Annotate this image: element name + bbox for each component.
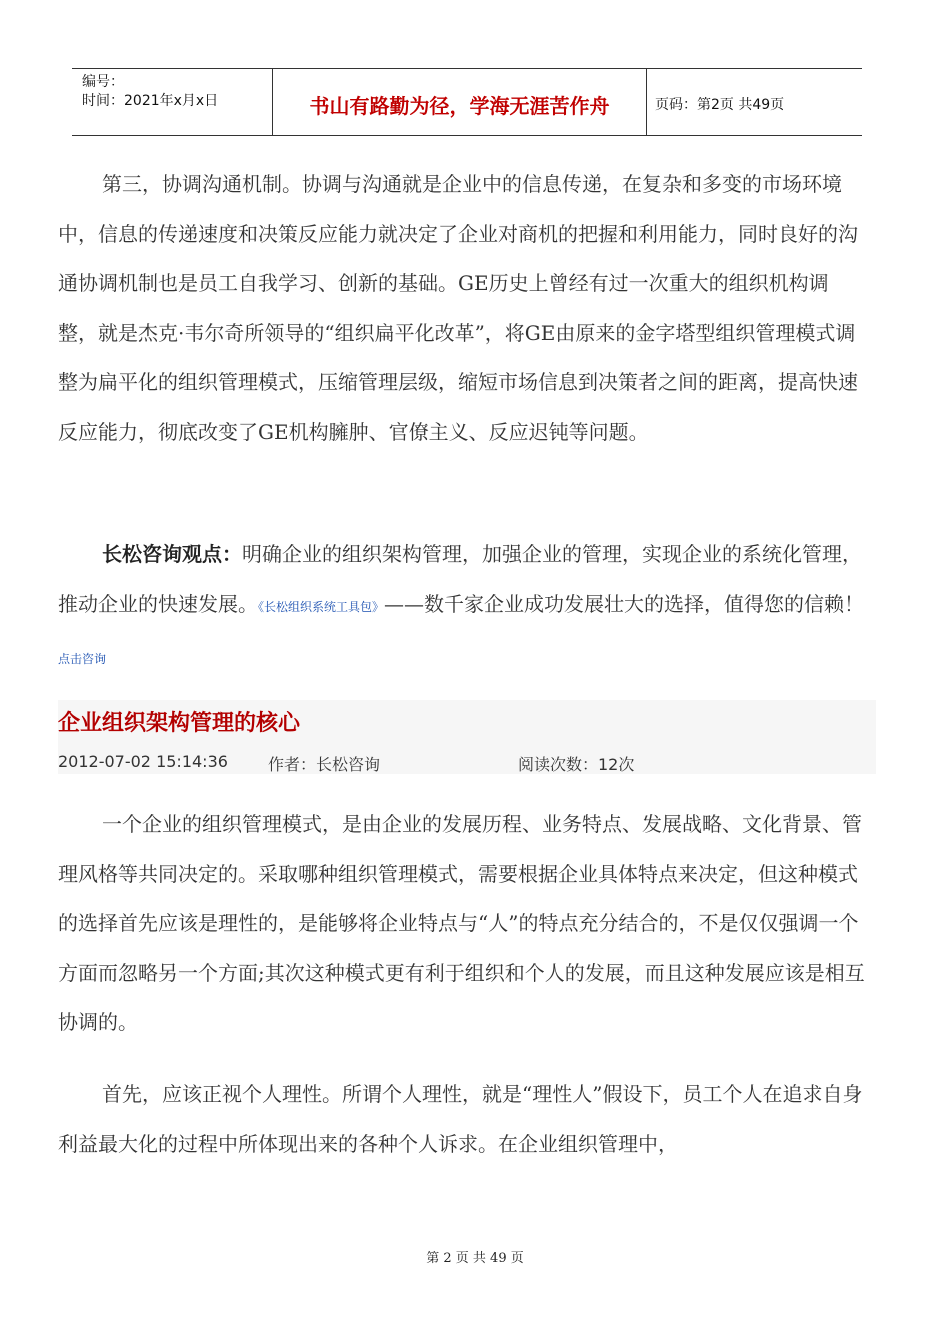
consult-link[interactable]: 点击咨询 — [58, 652, 107, 666]
time-label: 时间：2021年x月x日 — [82, 93, 219, 109]
toolkit-link[interactable]: 《长松组织系统工具包》 — [258, 599, 385, 614]
article-meta — [58, 752, 634, 775]
paragraph-management-model: 一个企业的组织管理模式，是由企业的发展历程、业务特点、发展战略、文化背景、管理风格等共同决定的。采取哪种组织管理模式，需要根据企业具体特点来决定，但这种模式的选择首先应该是理性的，是能够将企业特点与“人”的特点充分结合的，不是仅仅强调一个方面而忽略另一个方面;其次这种模式更有利于组织和个人的发展，而且这种发展应该是相互协调的。 — [58, 812, 865, 1034]
viewpoint-label: 长松咨询观点： — [102, 542, 242, 566]
header-motto: 书山有路勤为径，学海无涯苦作舟 — [272, 69, 647, 135]
paragraph-individual-rationality: 首先，应该正视个人理性。所谓个人理性，就是“理性人”假设下，员工个人在追求自身利益最大化的过程中所体现出来的各种个人诉求。在企业组织管理中， — [58, 1082, 863, 1156]
viewpoint-text-2: ——数千家企业成功发展壮大的选择，值得您的信赖！ — [384, 591, 865, 616]
article-title: 企业组织架构管理的核心 — [58, 711, 301, 736]
page-header — [72, 68, 862, 136]
paragraph-coordination: 第三，协调沟通机制。协调与沟通就是企业中的信息传递，在复杂和多变的市场环境中，信息的传递速度和决策反应能力就决定了企业对商机的把握和利用能力，同时良好的沟通协调机制也是员工自我学习、创新的基础。GE历史上曾经有过一次重大的组织机构调整，就是杰克·韦尔奇所领导的“组织扁平化改革”，将GE由原来的金字塔型组织管理模式调整为扁平化的组织管理模式，压缩管理层级，缩短市场信息到决策者之间的距离，提高快速反应能力，彻底改变了GE机构臃肿、官僚主义、反应迟钝等问题。 — [58, 172, 858, 444]
paragraph-viewpoint — [58, 530, 866, 685]
article-date: 2012-07-02 15:14:36 — [58, 752, 228, 771]
viewpoint-text: 明确企业的组织架构管理，加强企业的管理，实现企业的系统化管理，推动企业的快速发展。 — [58, 542, 862, 616]
number-label: 编号： — [82, 74, 124, 90]
article-author: 作者：长松咨询 — [268, 755, 381, 774]
header-info — [72, 69, 272, 135]
page-footer: 第 2 页 共 49 页 — [426, 1251, 524, 1266]
article-reads: 阅读次数：12次 — [518, 755, 635, 774]
header-page-code: 页码：第2页 共49页 — [655, 97, 785, 113]
